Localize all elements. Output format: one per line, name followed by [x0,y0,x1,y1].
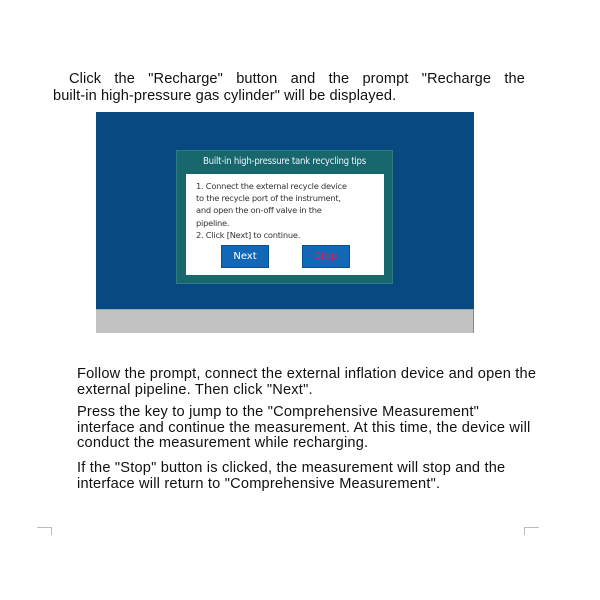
paragraph-stop-button: If the "Stop" button is clicked, the measurement will stop and the interface will return to "Comprehensive Measurement". [77,460,506,492]
device-screen-screenshot [96,112,474,333]
dialog-instructions [196,180,381,241]
instruction-line: and open the on-off valve in the [196,205,322,216]
screen-bottom-bar [96,309,474,333]
intro-line-1: Click the "Recharge" button and the prompt "Recharge the [69,71,525,87]
crop-mark-right [524,527,539,535]
intro-text [53,71,525,105]
crop-mark-left [37,527,52,535]
dialog-title: Built-in high-pressure tank recycling tips [203,156,366,167]
instruction-line: 1. Connect the external recycle device [196,181,347,191]
intro-line-2: built-in high-pressure gas cylinder" will be displayed. [53,88,397,104]
recycling-tips-dialog [176,150,393,284]
next-button[interactable]: Next [221,245,269,268]
instruction-line: to the recycle port of the instrument, [196,193,341,204]
instruction-line: pipeline. [196,217,230,228]
dialog-body [186,174,384,275]
paragraph-press-key: Press the key to jump to the "Comprehensive Measurement" interface and continue the measurement. At this time, the device will conduct the measurement while recharging. [77,404,531,451]
instruction-line: 2. Click [Next] to continue. [196,229,301,240]
stop-button[interactable]: Stop [302,245,350,268]
paragraph-follow-prompt: Follow the prompt, connect the external inflation device and open the external pipeline. Then click "Next". [77,366,537,398]
